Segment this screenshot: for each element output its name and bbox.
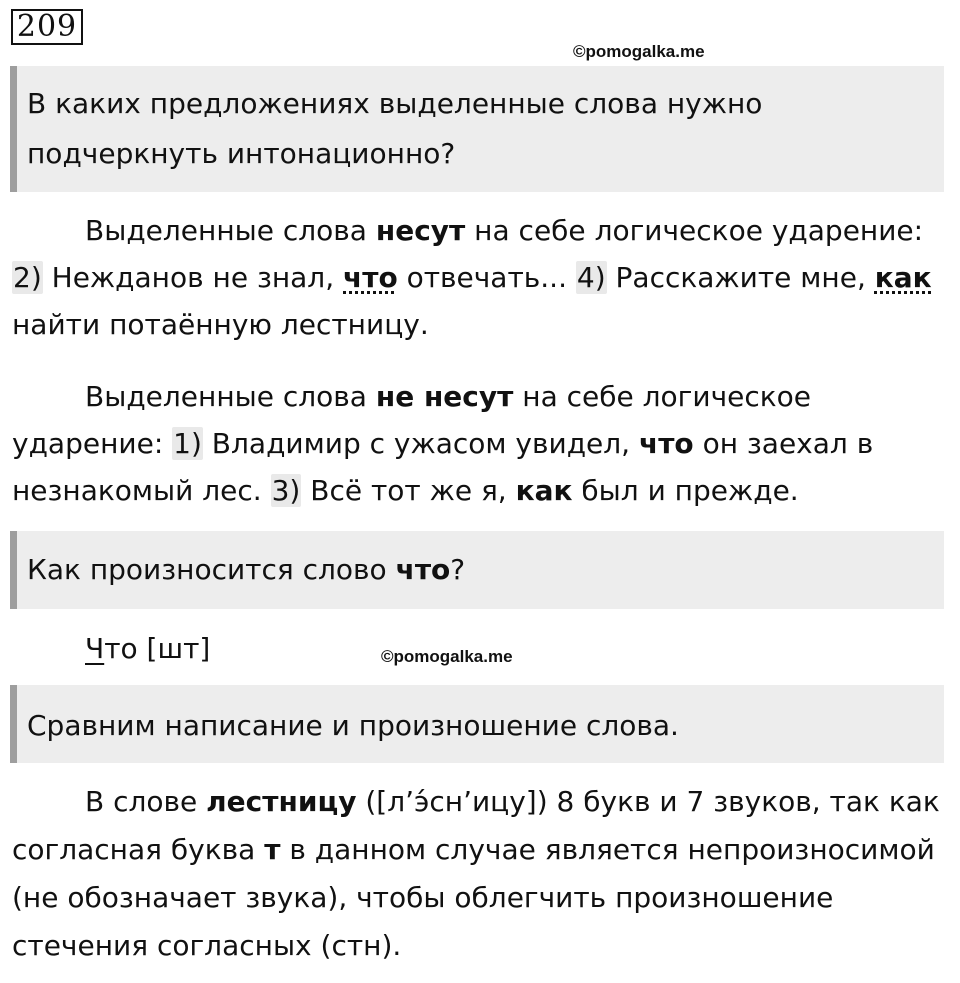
watermark: ©pomogalka.me [573, 42, 705, 61]
sentence-number: 1) [173, 427, 202, 460]
bold-word: не несут [375, 380, 514, 413]
text: Нежданов не знал, [42, 261, 343, 294]
text: Владимир с ужасом увидел, [202, 427, 639, 460]
text: ([л’э́сн’ицу]) 8 букв и 7 звуков, так как согласная буква [12, 785, 940, 866]
question-block-3 [10, 685, 944, 763]
text: на себе логическое ударение: [12, 380, 812, 460]
bold-word: что [638, 427, 694, 460]
pronunciation-answer [85, 625, 210, 672]
underlined-letters: Ч [85, 632, 105, 665]
answer-paragraph-2 [12, 373, 946, 514]
text: отвечать... [397, 261, 576, 294]
text: Всё тот же я, [301, 474, 516, 507]
text: В слове [85, 785, 207, 818]
text: Расскажите мне, [606, 261, 875, 294]
text: был и прежде. [572, 474, 799, 507]
question-block-1 [10, 66, 944, 192]
text: на себе логическое ударение: [465, 214, 924, 247]
answer-paragraph-4 [12, 778, 946, 970]
bold-word: что [395, 553, 451, 586]
exercise-number: 209 [11, 9, 83, 45]
text: он заехал в незнакомый лес. [12, 427, 874, 507]
text: найти потаённую лестницу. [12, 308, 429, 341]
bold-word: несут [375, 214, 466, 247]
bold-word: лестницу [206, 785, 357, 818]
bold-word: как [515, 474, 573, 507]
highlighted-word: как [874, 261, 932, 294]
text: то [шт] [104, 632, 211, 665]
question-block-2 [10, 531, 944, 609]
watermark: ©pomogalka.me [381, 647, 513, 666]
text: Выделенные слова [85, 214, 376, 247]
text: Выделенные слова [85, 380, 376, 413]
answer-paragraph-1 [12, 207, 946, 348]
question-text: Как произносится слово [27, 553, 396, 586]
sentence-number: 2) [13, 261, 42, 294]
bold-letter: т [264, 833, 281, 866]
text: в данном случае является непроизносимой (не обозначает звука), чтобы облегчить произношение стечения согласных (стн). [12, 833, 935, 962]
sentence-number: 3) [271, 474, 301, 507]
sentence-number: 4) [576, 261, 606, 294]
highlighted-word: что [343, 261, 398, 294]
question-text: В каких предложениях выделенные слова нужно подчеркнуть интонационно? [27, 87, 763, 170]
question-text: ? [450, 553, 466, 586]
question-text: Сравним написание и произношение слова. [27, 709, 679, 742]
